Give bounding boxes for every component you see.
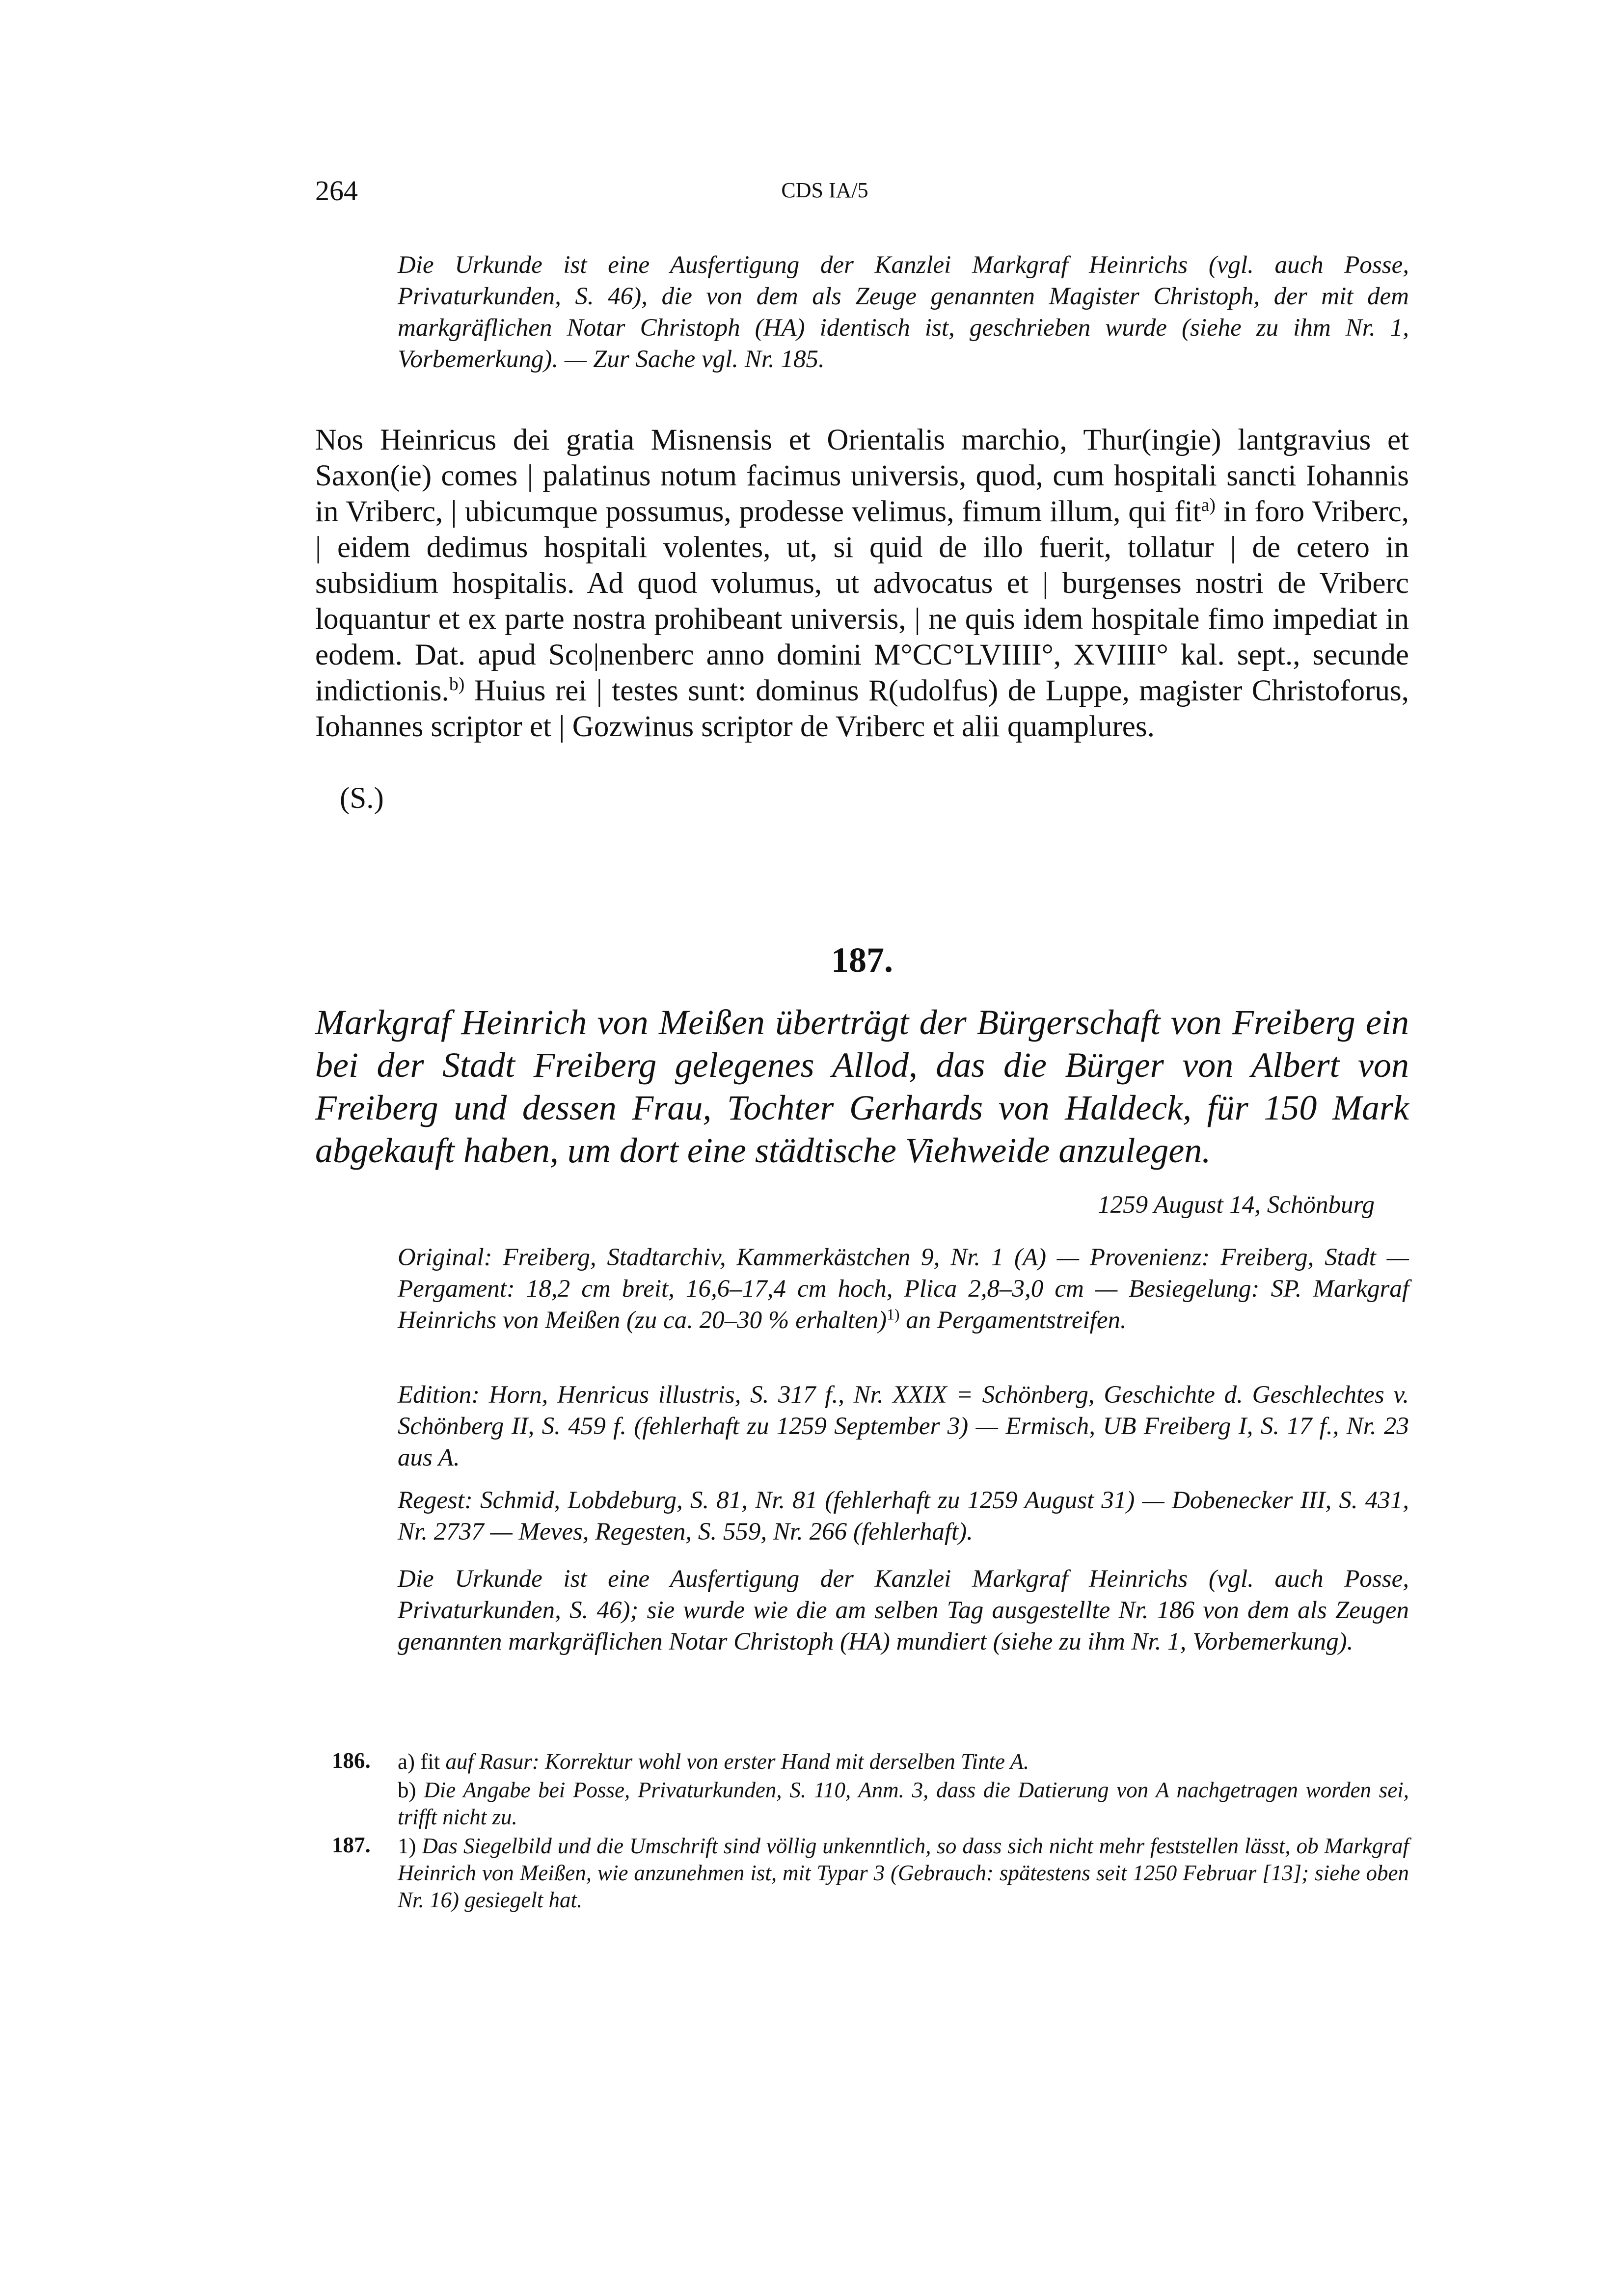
footnote-b-text: Die Angabe bei Posse, Privaturkunden, S. 110, Anm. 3, dass die Datierung von A nachgetragen worden sei, trifft nicht zu. (398, 1778, 1409, 1829)
charter-number: 187. (831, 940, 893, 980)
footnote-b-marker: b) (398, 1778, 416, 1802)
footnote-186-a (398, 1748, 1409, 1775)
footnote-marker-a: a) (1201, 495, 1216, 516)
footnote-a-word: fit (420, 1749, 440, 1774)
charter-186-text (315, 422, 1409, 745)
footnote-187-1 (398, 1833, 1409, 1914)
running-title: CDS IA/5 (781, 178, 868, 202)
original-text-part-2: an Pergamentstreifen. (899, 1307, 1127, 1334)
charter-text-part-2: in foro Vriberc, | eidem dedimus hospitali volentes, ut, si quid de illo fuerit, tollatur | de cetero in subsidium hospitalis. Ad quod volumus, ut advocatus et | burgenses nostri de Vriberc loquantur et ex parte nostra prohibeant universis, | ne quis idem hospitale fimo impediat in eodem. Dat. apud Sco|nenberc anno domini M°CC°LVIIII°, XVIIII° kal. sept., secunde indictionis. (315, 495, 1409, 707)
footnote-marker-b: b) (449, 674, 465, 695)
charter-text-part-3: Huius rei | testes sunt: dominus R(udolfus) de Luppe, magister Christoforus, Iohannes scriptor et | Gozwinus scriptor de Vriberc et alii quamplures. (315, 674, 1409, 743)
previous-charter-remark: Die Urkunde ist eine Ausfertigung der Kanzlei Markgraf Heinrichs (vgl. auch Posse, Privaturkunden, S. 46), die von dem als Zeuge genannten Magister Christoph, der mit dem markgräflichen Notar Christoph (HA) identisch ist, geschrieben wurde (siehe zu ihm Nr. 1, Vorbemerkung). — Zur Sache vgl. Nr. 185. (398, 251, 1409, 373)
charter-regest: Markgraf Heinrich von Meißen überträgt der Bürgerschaft von Freiberg ein bei der Stadt Freiberg gelegenes Allod, das die Bürger von Albert von Freiberg und dessen Frau, Tochter Gerhards von Haldeck, für 150 Mark abgekauft haben, um dort eine städtische Viehweide anzulegen. (315, 1003, 1409, 1170)
original-text-part-1: Original: Freiberg, Stadtarchiv, Kammerkästchen 9, Nr. 1 (A) — Provenienz: Freiberg, Stadt — Pergament: 18,2 cm breit, 16,6–17,4 cm hoch, Plica 2,8–3,0 cm — Besiegelung: SP. Markgraf Heinrichs von Meißen (zu ca. 20–30 % erhalten) (398, 1244, 1409, 1334)
footnote-186-b (398, 1777, 1409, 1831)
note-original (398, 1242, 1409, 1336)
seal-mark: (S.) (340, 782, 384, 815)
note-remark: Die Urkunde ist eine Ausfertigung der Kanzlei Markgraf Heinrichs (vgl. auch Posse, Privaturkunden, S. 46); sie wurde wie die am selben Tag ausgestellte Nr. 186 von dem als Zeugen genannten markgräflichen Notar Christoph (HA) mundiert (siehe zu ihm Nr. 1, Vorbemerkung). (398, 1565, 1409, 1655)
footnote-1-marker: 1) (398, 1834, 416, 1858)
page-number: 264 (315, 175, 358, 207)
charter-text-part-1: Nos Heinricus dei gratia Misnensis et Orientalis marchio, Thur(ingie) lantgravius et Saxon(ie) comes | palatinus notum facimus universis, quod, cum hospitali sancti Iohannis in Vriberc, | ubicumque possumus, prodesse velimus, fimum illum, qui fit (315, 424, 1409, 528)
charter-date: 1259 August 14, Schönburg (1098, 1191, 1375, 1219)
note-edition: Edition: Horn, Henricus illustris, S. 317 f., Nr. XXIX = Schönberg, Geschichte d. Geschlechtes v. Schönberg II, S. 459 f. (fehlerhaft zu 1259 September 3) — Ermisch, UB Freiberg I, S. 17 f., Nr. 23 aus A. (398, 1381, 1409, 1471)
footnote-1-text: Das Siegelbild und die Umschrift sind völlig unkenntlich, so dass sich nicht mehr feststellen lässt, ob Markgraf Heinrich von Meißen, wie anzunehmen ist, mit Typar 3 (Gebrauch: spätestens seit 1250 Februar [13]; siehe oben Nr. 16) gesiegelt hat. (398, 1834, 1409, 1912)
footnote-187-label: 187. (332, 1833, 371, 1857)
footnote-a-marker: a) (398, 1749, 415, 1774)
footnote-a-text: auf Rasur: Korrektur wohl von erster Hand mit derselben Tinte A. (445, 1749, 1029, 1774)
footnote-186-label: 186. (332, 1748, 371, 1773)
note-regest: Regest: Schmid, Lobdeburg, S. 81, Nr. 81 (fehlerhaft zu 1259 August 31) — Dobenecker III, S. 431, Nr. 2737 — Meves, Regesten, S. 559, Nr. 266 (fehlerhaft). (398, 1487, 1409, 1546)
footnote-marker-1: 1) (887, 1306, 900, 1323)
